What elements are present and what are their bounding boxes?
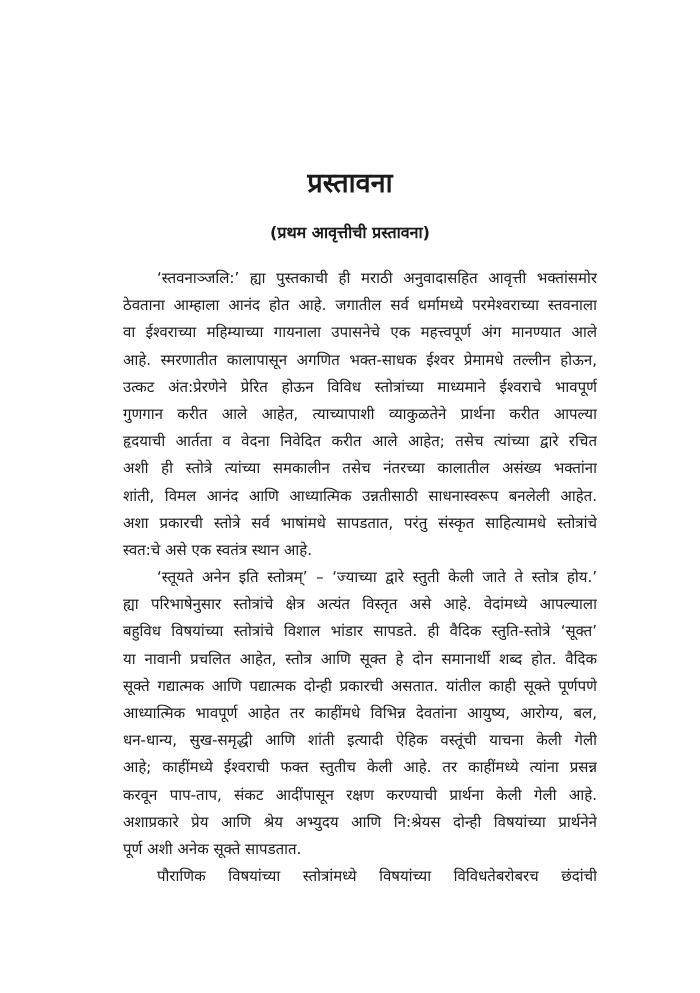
text-line: आध्यात्मिक भावपूर्ण आहेत तर काहींमधे विभिन्न देवतांना आयुष्य, आरोग्य, बल, bbox=[123, 704, 597, 722]
paragraph-1 bbox=[123, 265, 597, 564]
text-line: स्वत:चे असे एक स्वतंत्र स्थान आहे. bbox=[123, 540, 312, 559]
body-text bbox=[123, 265, 597, 890]
paragraph-3 bbox=[123, 863, 597, 890]
text-line: ह्या परिभाषेनुसार स्तोत्रांचे क्षेत्र अत्यंत विस्तृत असे आहे. वेदांमध्ये आपल्याला bbox=[123, 595, 597, 614]
text-line: शांती, विमल आनंद आणि आध्यात्मिक उन्नतीसाठी साधनास्वरूप बनलेली आहेत. bbox=[123, 486, 597, 505]
text-line: ‘स्तवनाञ्जलि:’ ह्या पुस्तकाची ही मराठी अनुवादासहित आवृत्ती भक्तांसमोर bbox=[157, 269, 597, 287]
text-line: अशी ही स्तोत्रे त्यांच्या समकालीन तसेच नंतरच्या कालातील असंख्य भक्तांना bbox=[123, 459, 597, 478]
page-title: प्रस्तावना bbox=[307, 168, 393, 199]
text-line: धन-धान्य, सुख-समृद्धी आणि शांती इत्यादी ऐहिक वस्तूंची याचना केली गेली bbox=[123, 731, 597, 750]
text-line: करवून पाप-ताप, संकट आदींपासून रक्षण करण्याची प्रार्थना केली गेली आहे. bbox=[123, 785, 597, 804]
text-line: ‘स्तूयते अनेन इति स्तोत्रम्’ – ‘ज्याच्या द्वारे स्तुती केली जाते ते स्तोत्र होय.’ bbox=[157, 568, 597, 587]
page-subtitle: (प्रथम आवृत्तीची प्रस्तावना) bbox=[270, 223, 430, 242]
text-line: गुणगान करीत आले आहेत, त्याच्यापाशी व्याकुळतेने प्रार्थना करीत आपल्या bbox=[123, 404, 597, 423]
text-line: पौराणिक विषयांच्या स्तोत्रांमध्ये विषयांच्या विविधतेबरोबरच छंदांची bbox=[157, 867, 597, 886]
text-line: सूक्ते गद्यात्मक आणि पद्यात्मक दोन्ही प्रकारची असतात. यांतील काही सूक्ते पूर्णपणे bbox=[123, 676, 597, 695]
text-line: आहे. स्मरणातीत कालापासून अगणित भक्त-साधक ईश्वर प्रेमामधे तल्लीन होऊन, bbox=[123, 350, 597, 369]
text-line: अशाप्रकारे प्रेय आणि श्रेय अभ्युदय आणि नि:श्रेयस दोन्ही विषयांच्या प्रार्थनेने bbox=[123, 812, 597, 831]
text-line: वा ईश्वराच्या महिम्याच्या गायनाला उपासनेचे एक महत्त्वपूर्ण अंग मानण्यात आले bbox=[123, 323, 597, 342]
text-line: या नावानी प्रचलित आहेत, स्तोत्र आणि सूक्त हे दोन समानार्थी शब्द होत. वैदिक bbox=[123, 649, 597, 668]
text-line: अशा प्रकारची स्तोत्रे सर्व भाषांमधे सापडतात, परंतु संस्कृत साहित्यामधे स्तोत्रांचे bbox=[123, 513, 597, 532]
paragraph-2 bbox=[123, 564, 597, 863]
text-line: बहुविध विषयांच्या स्तोत्रांचे विशाल भांडार सापडते. ही वैदिक स्तुति-स्तोत्रे ‘सूक्त’ bbox=[123, 622, 597, 641]
text-line: आहे; काहींमध्ये ईश्वराची फक्त स्तुतीच केली आहे. तर काहींमध्ये त्यांना प्रसन्न bbox=[123, 758, 597, 777]
text-line: ठेवताना आम्हाला आनंद होत आहे. जगातील सर्व धर्मामध्ये परमेश्वराच्या स्तवनाला bbox=[123, 296, 597, 315]
text-line: उत्कट अंत:प्रेरणेने प्रेरित होऊन विविध स्तोत्रांच्या माध्यमाने ईश्वराचे भावपूर्ण bbox=[123, 377, 597, 396]
text-line: पूर्ण अशी अनेक सूक्ते सापडतात. bbox=[123, 839, 302, 858]
text-line: हृदयाची आर्तता व वेदना निवेदित करीत आले आहेत; तसेच त्यांच्या द्वारे रचित bbox=[123, 432, 597, 451]
